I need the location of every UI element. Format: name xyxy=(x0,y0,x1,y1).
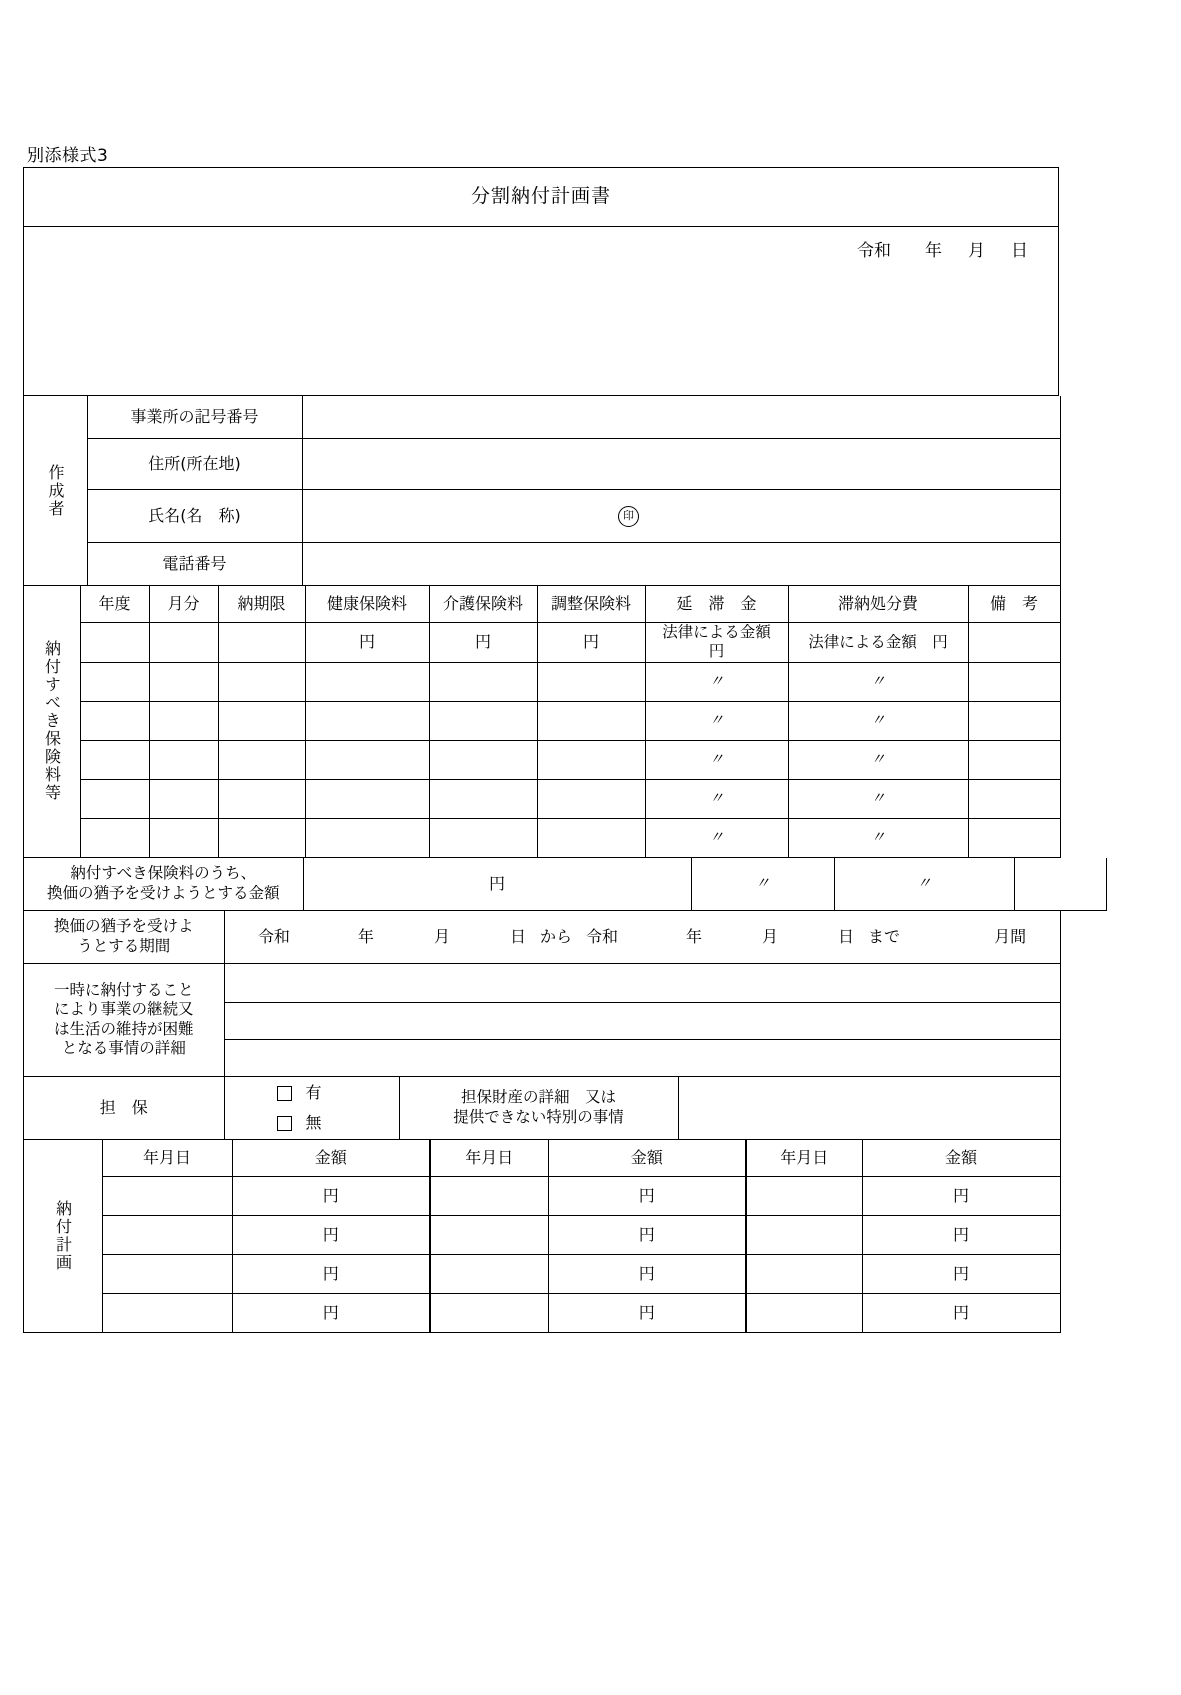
premium-year-4[interactable] xyxy=(80,740,149,779)
plan-amount-2-1[interactable]: 円 xyxy=(232,1215,430,1254)
table-row xyxy=(24,818,1060,857)
collateral-option-yes[interactable] xyxy=(229,1078,395,1108)
premium-disposal-6[interactable]: 〃 xyxy=(788,818,968,857)
creator-label-name: 氏名(名 称) xyxy=(87,490,302,543)
creator-table xyxy=(24,396,1061,586)
period-era-to: 令和 xyxy=(585,926,618,946)
premium-month-5[interactable] xyxy=(149,779,218,818)
deferment-late-ditto[interactable]: 〃 xyxy=(691,858,834,911)
date-era: 令和 xyxy=(857,241,891,261)
period-day-to: 日 xyxy=(838,926,855,946)
plan-date-2-3[interactable] xyxy=(746,1215,862,1254)
deferment-amount-label-line1: 納付すべき保険料のうち、 xyxy=(70,864,257,883)
period-month-to: 月 xyxy=(762,926,779,946)
premium-health-5[interactable] xyxy=(305,779,429,818)
plan-date-1-3[interactable] xyxy=(746,1176,862,1215)
premium-due-3[interactable] xyxy=(218,701,305,740)
circumstances-label-line1: 一時に納付すること xyxy=(53,981,194,999)
plan-amount-4-1[interactable]: 円 xyxy=(232,1293,430,1332)
premium-year-1[interactable] xyxy=(80,623,149,663)
premiums-header-month: 月分 xyxy=(149,586,218,623)
premium-care-6[interactable] xyxy=(429,818,537,857)
premium-month-4[interactable] xyxy=(149,740,218,779)
premiums-header-care: 介護保険料 xyxy=(429,586,537,623)
collateral-detail-label xyxy=(399,1077,678,1140)
creator-label-phone: 電話番号 xyxy=(87,543,302,586)
plan-date-3-3[interactable] xyxy=(746,1254,862,1293)
premium-care-3[interactable] xyxy=(429,701,537,740)
premium-care-1[interactable]: 円 xyxy=(429,623,537,663)
premiums-header-note: 備 考 xyxy=(968,586,1060,623)
premiums-table xyxy=(24,586,1061,858)
plan-amount-4-3[interactable]: 円 xyxy=(862,1293,1060,1332)
premium-health-2[interactable] xyxy=(305,662,429,701)
deferment-period-table xyxy=(24,911,1061,964)
deferment-period-label xyxy=(24,911,224,964)
premium-note-5[interactable] xyxy=(968,779,1060,818)
collateral-detail-value[interactable] xyxy=(678,1077,1060,1140)
premium-late-3[interactable]: 〃 xyxy=(645,701,788,740)
table-row xyxy=(24,701,1060,740)
premium-due-4[interactable] xyxy=(218,740,305,779)
premium-year-3[interactable] xyxy=(80,701,149,740)
date-area xyxy=(24,227,1059,396)
plan-amount-3-2[interactable]: 円 xyxy=(548,1254,746,1293)
premium-late-1[interactable]: 法律による金額 円 xyxy=(645,623,788,663)
premium-due-6[interactable] xyxy=(218,818,305,857)
creator-value-address[interactable] xyxy=(302,439,1060,490)
collateral-table xyxy=(24,1077,1061,1140)
premium-health-3[interactable] xyxy=(305,701,429,740)
period-month-from: 月 xyxy=(433,926,450,946)
deferment-amount-label xyxy=(24,858,303,911)
plan-date-4-3[interactable] xyxy=(746,1293,862,1332)
circumstances-table xyxy=(24,964,1061,1077)
collateral-label: 担 保 xyxy=(24,1077,224,1140)
table-row xyxy=(24,779,1060,818)
premium-disposal-2[interactable]: 〃 xyxy=(788,662,968,701)
premiums-header-duedate: 納期限 xyxy=(218,586,305,623)
collateral-detail-label-line1: 担保財産の詳細 又は xyxy=(460,1088,616,1107)
premium-month-3[interactable] xyxy=(149,701,218,740)
premium-late-2[interactable]: 〃 xyxy=(645,662,788,701)
premium-adjust-6[interactable] xyxy=(537,818,645,857)
collateral-option-no[interactable] xyxy=(229,1108,395,1138)
premium-late-4[interactable]: 〃 xyxy=(645,740,788,779)
plan-amount-1-3[interactable]: 円 xyxy=(862,1176,1060,1215)
payment-plan-section-label: 納付計画 xyxy=(24,1140,102,1333)
creator-section-label: 作成者 xyxy=(24,396,87,586)
table-row xyxy=(24,623,1060,663)
payment-plan-header-date-3: 年月日 xyxy=(746,1140,862,1177)
premium-month-2[interactable] xyxy=(149,662,218,701)
plan-amount-2-3[interactable]: 円 xyxy=(862,1215,1060,1254)
premiums-header-late-fee: 延 滞 金 xyxy=(645,586,788,623)
premium-due-2[interactable] xyxy=(218,662,305,701)
collateral-options xyxy=(224,1077,399,1140)
date-month: 月 xyxy=(968,241,985,261)
period-duration: 月間 xyxy=(994,926,1027,946)
plan-date-2-1[interactable] xyxy=(102,1215,232,1254)
table-row xyxy=(24,1293,1060,1332)
date-line xyxy=(857,241,1028,262)
premiums-header-health: 健康保険料 xyxy=(305,586,429,623)
creator-label-office-number: 事業所の記号番号 xyxy=(87,396,302,439)
circumstances-value-2[interactable] xyxy=(224,1002,1060,1039)
premiums-header-disposal-cost: 滞納処分費 xyxy=(788,586,968,623)
seal-icon: 印 xyxy=(618,506,639,527)
premium-month-6[interactable] xyxy=(149,818,218,857)
document-title: 分割納付計画書 xyxy=(24,168,1059,227)
payment-plan-header-amount-1: 金額 xyxy=(232,1140,430,1177)
premium-disposal-1[interactable]: 法律による金額 円 xyxy=(788,623,968,663)
premium-care-4[interactable] xyxy=(429,740,537,779)
deferment-note[interactable] xyxy=(1014,858,1106,911)
plan-amount-2-2[interactable]: 円 xyxy=(548,1215,746,1254)
premium-health-1[interactable]: 円 xyxy=(305,623,429,663)
plan-date-2-2[interactable] xyxy=(430,1215,548,1254)
collateral-option-no-label: 無 xyxy=(305,1112,322,1132)
premium-adjust-5[interactable] xyxy=(537,779,645,818)
deferment-period-value[interactable] xyxy=(224,911,1060,964)
premium-disposal-5[interactable]: 〃 xyxy=(788,779,968,818)
collateral-detail-label-line2: 提供できない特別の事情 xyxy=(453,1107,624,1126)
premium-note-1[interactable] xyxy=(968,623,1060,663)
premiums-header-year: 年度 xyxy=(80,586,149,623)
creator-value-office-number[interactable] xyxy=(302,396,1060,439)
circumstances-label-line2: により事業の継続又 xyxy=(53,1000,194,1019)
premium-adjust-1[interactable]: 円 xyxy=(537,623,645,663)
checkbox-icon[interactable] xyxy=(277,1086,292,1101)
premium-note-3[interactable] xyxy=(968,701,1060,740)
creator-value-phone[interactable] xyxy=(302,543,1060,586)
premium-disposal-3[interactable]: 〃 xyxy=(788,701,968,740)
plan-date-1-1[interactable] xyxy=(102,1176,232,1215)
premium-month-1[interactable] xyxy=(149,623,218,663)
payment-plan-header-date-1: 年月日 xyxy=(102,1140,232,1177)
period-day-from: 日 xyxy=(509,926,526,946)
plan-amount-1-2[interactable]: 円 xyxy=(548,1176,746,1215)
deferment-amount-value[interactable]: 円 xyxy=(303,858,691,911)
premium-note-4[interactable] xyxy=(968,740,1060,779)
premium-disposal-4[interactable]: 〃 xyxy=(788,740,968,779)
premium-note-6[interactable] xyxy=(968,818,1060,857)
plan-date-1-2[interactable] xyxy=(430,1176,548,1215)
period-era-from: 令和 xyxy=(257,926,290,946)
circumstances-label xyxy=(24,964,224,1077)
period-connector: から xyxy=(539,926,572,946)
plan-amount-1-1[interactable]: 円 xyxy=(232,1176,430,1215)
premium-year-6[interactable] xyxy=(80,818,149,857)
premiums-section-label: 納付すべき保険料等 xyxy=(24,586,80,857)
circumstances-value-1[interactable] xyxy=(224,964,1060,1003)
premium-adjust-2[interactable] xyxy=(537,662,645,701)
premium-health-4[interactable] xyxy=(305,740,429,779)
deferment-amount-label-line2: 換価の猶予を受けようとする金額 xyxy=(46,883,280,902)
period-until: まで xyxy=(868,926,901,946)
checkbox-icon[interactable] xyxy=(277,1116,292,1131)
collateral-option-yes-label: 有 xyxy=(305,1082,322,1102)
table-row xyxy=(24,662,1060,701)
premium-due-1[interactable] xyxy=(218,623,305,663)
premium-late-6[interactable]: 〃 xyxy=(645,818,788,857)
creator-label-address: 住所(所在地) xyxy=(87,439,302,490)
date-day: 日 xyxy=(1011,241,1028,261)
plan-amount-3-3[interactable]: 円 xyxy=(862,1254,1060,1293)
deferment-disposal-ditto[interactable]: 〃 xyxy=(834,858,1014,911)
table-row xyxy=(24,1254,1060,1293)
circumstances-label-line4: となる事情の詳細 xyxy=(61,1039,186,1058)
premium-year-2[interactable] xyxy=(80,662,149,701)
plan-amount-4-2[interactable]: 円 xyxy=(548,1293,746,1332)
period-year-to: 年 xyxy=(686,926,703,946)
table-row xyxy=(24,1215,1060,1254)
premiums-header-adjust: 調整保険料 xyxy=(537,586,645,623)
plan-date-3-1[interactable] xyxy=(102,1254,232,1293)
plan-date-3-2[interactable] xyxy=(430,1254,548,1293)
premium-care-5[interactable] xyxy=(429,779,537,818)
table-row xyxy=(24,1176,1060,1215)
premium-adjust-4[interactable] xyxy=(537,740,645,779)
deferment-period-label-line1: 換価の猶予を受けよ xyxy=(53,917,194,936)
premium-due-5[interactable] xyxy=(218,779,305,818)
date-year: 年 xyxy=(925,241,942,261)
premium-year-5[interactable] xyxy=(80,779,149,818)
payment-plan-table xyxy=(24,1140,1061,1333)
plan-date-4-1[interactable] xyxy=(102,1293,232,1332)
table-row xyxy=(24,740,1060,779)
deferment-amount-table xyxy=(24,858,1107,911)
payment-plan-header-amount-3: 金額 xyxy=(862,1140,1060,1177)
title-table xyxy=(24,168,1059,396)
premium-health-6[interactable] xyxy=(305,818,429,857)
deferment-period-label-line2: うとする期間 xyxy=(77,936,171,955)
circumstances-value-3[interactable] xyxy=(224,1039,1060,1076)
plan-amount-3-1[interactable]: 円 xyxy=(232,1254,430,1293)
payment-plan-header-amount-2: 金額 xyxy=(548,1140,746,1177)
form-number: 別添様式3 xyxy=(27,146,109,166)
payment-plan-header-date-2: 年月日 xyxy=(430,1140,548,1177)
premium-late-5[interactable]: 〃 xyxy=(645,779,788,818)
premium-adjust-3[interactable] xyxy=(537,701,645,740)
form-sheet xyxy=(23,167,1059,1333)
premium-care-2[interactable] xyxy=(429,662,537,701)
circumstances-label-line3: は生活の維持が困難 xyxy=(53,1019,194,1038)
creator-value-name[interactable] xyxy=(302,490,1060,543)
plan-date-4-2[interactable] xyxy=(430,1293,548,1332)
period-year-from: 年 xyxy=(357,926,374,946)
premium-note-2[interactable] xyxy=(968,662,1060,701)
